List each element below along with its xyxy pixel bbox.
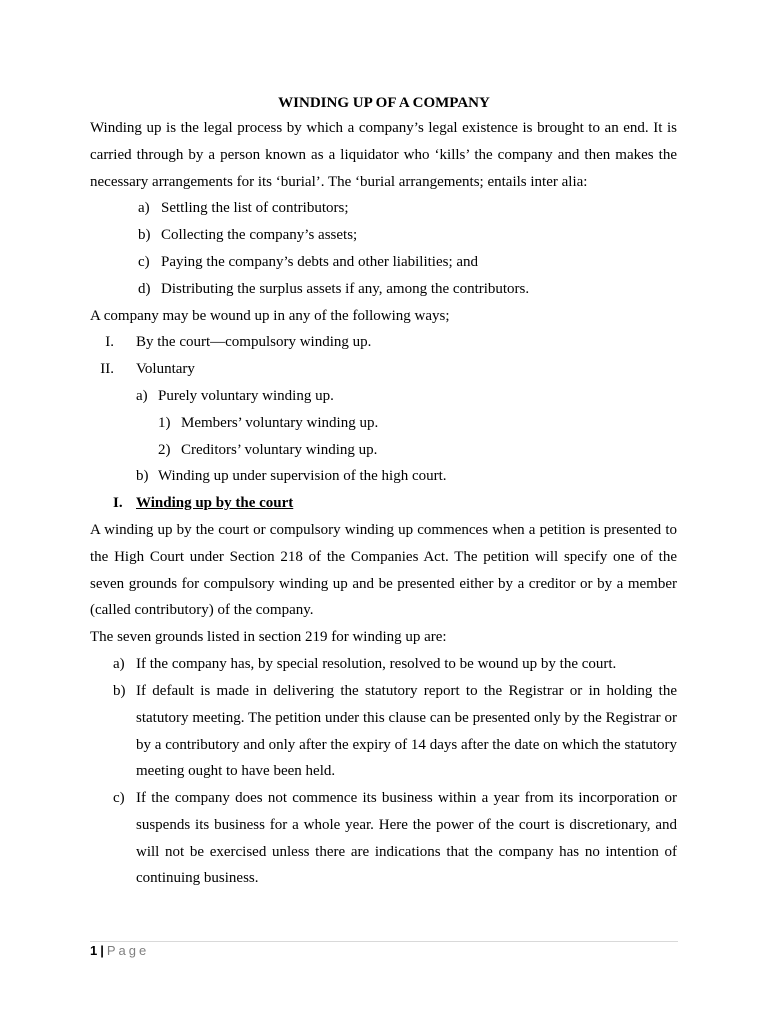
outline-item: By the court—compulsory winding up. [136,334,372,350]
page-label: Page [106,943,150,958]
outline-item: Members’ voluntary winding up. [181,415,379,431]
outline-item: Creditors’ voluntary winding up. [181,442,378,458]
list-item: Distributing the surplus assets if any, among the contributors. [161,281,530,297]
list-item-marker: d) [138,281,151,297]
outline-marker: I. [105,334,114,350]
list-item: If the company has, by special resolution, resolved to be wound up by the court. [136,656,617,672]
list-item: Paying the company’s debts and other liabilities; and [161,254,479,270]
ways-intro: A company may be wound up in any of the following ways; [90,308,450,324]
list-item: If the company does not commence its business within a year from its incorporation or suspends its business for a whole year. Here the power of the court is discretionary, and will not be exercised unless there are indications that the company has no intention of continuing business. [136,790,677,887]
list-item-marker: b) [113,683,126,699]
outline-marker: 1) [158,415,171,431]
list-item-marker: b) [138,227,151,243]
section-paragraph: A winding up by the court or compulsory winding up commences when a petition is presented to the High Court under Section 218 of the Companies Act. The petition will specify one of the seven grounds for compulsory winding up and be presented either by a creditor or by a member (called contributory) of the company. [90,522,677,619]
outline-marker: II. [100,361,114,377]
section-heading-marker: I. [113,495,123,511]
list-item-marker: c) [113,790,125,806]
outline-marker: b) [136,468,149,484]
outline-marker: 2) [158,442,171,458]
page-footer [90,942,149,960]
section-heading-text: Winding up by the court [136,495,294,511]
intro-paragraph: Winding up is the legal process by which a company’s legal existence is brought to an end. It is carried through by a person known as a liquidator who ‘kills’ the company and then makes the necessary arrangements for its ‘burial’. The ‘burial arrangements; entails inter alia: [90,120,677,190]
grounds-intro: The seven grounds listed in section 219 for winding up are: [90,629,447,645]
document-title: WINDING UP OF A COMPANY [278,95,490,111]
outline-item: Winding up under supervision of the high court. [158,468,447,484]
list-item: Settling the list of contributors; [161,200,349,216]
footer-separator: | [100,943,104,958]
outline-marker: a) [136,388,148,404]
outline-item: Voluntary [136,361,195,377]
list-item-marker: a) [138,200,150,216]
outline-item: Purely voluntary winding up. [158,388,334,404]
page-number: 1 [90,943,98,958]
list-item: Collecting the company’s assets; [161,227,358,243]
list-item: If default is made in delivering the statutory report to the Registrar or in holding the statutory meeting. The petition under this clause can be presented only by the Registrar or by a contributory and only after the expiry of 14 days after the date on which the statutory meeting ought to have been held. [136,683,677,780]
section-heading [136,490,293,517]
list-item-marker: c) [138,254,150,270]
footer-divider [90,941,678,942]
list-item-marker: a) [113,656,125,672]
